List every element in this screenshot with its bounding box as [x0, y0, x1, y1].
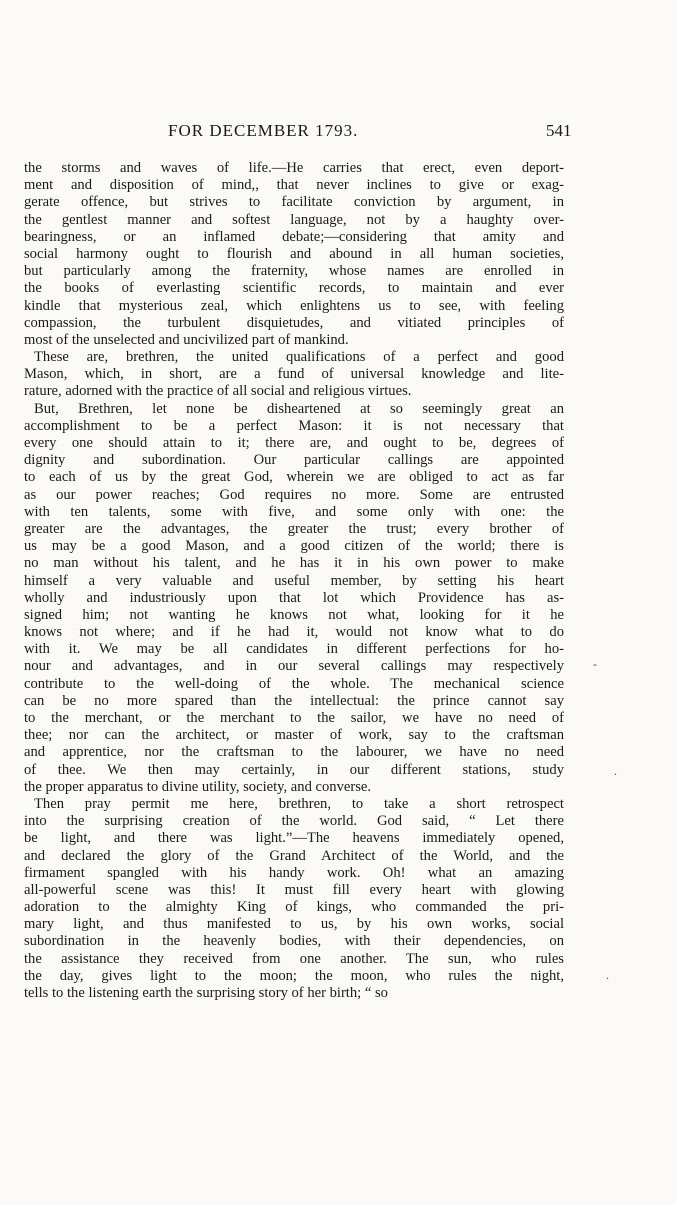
- text-line: greater are the advantages, the greater the trust; every brother of: [24, 520, 564, 537]
- text-line: with it. We may be all candidates in different perfections for ho-: [24, 641, 564, 658]
- text-line: gerate offence, but strives to facilitate conviction by argument, in: [24, 194, 564, 211]
- text-line: himself a very valuable and useful member, by setting his heart: [24, 572, 564, 589]
- margin-mark: .: [614, 764, 617, 778]
- text-line: signed him; not wanting he knows not what, looking for it he: [24, 606, 564, 623]
- text-line: most of the unselected and uncivilized part of mankind.: [24, 331, 349, 348]
- text-line: the day, gives light to the moon; the moon, who rules the night,: [24, 967, 564, 984]
- text-line: adoration to the almighty King of kings, who commanded the pri-: [24, 899, 564, 916]
- text-line: and apprentice, nor the craftsman to the labourer, we have no need: [24, 744, 564, 761]
- text-line: to the merchant, or the merchant to the sailor, we have no need of: [24, 710, 564, 726]
- paragraph: [24, 796, 564, 1002]
- page-header: [0, 121, 677, 145]
- text-line: the proper apparatus to divine utility, society, and converse.: [24, 778, 372, 795]
- text-line: tells to the listening earth the surprising story of her birth; “ so: [24, 985, 388, 1001]
- text-line: Mason, which, in short, are a fund of universal knowledge and lite-: [24, 366, 564, 383]
- body-text: [24, 160, 564, 1002]
- text-line: every one should attain to it; there are, and ought to be, degrees of: [24, 435, 564, 451]
- text-line: rature, adorned with the practice of all social and religious virtues.: [24, 383, 412, 400]
- text-line: Then pray permit me here, brethren, to take a short retrospect: [34, 795, 564, 812]
- text-line: firmament spangled with his handy work. Oh! what an amazing: [24, 864, 564, 881]
- running-title: FOR DECEMBER 1793.: [168, 121, 359, 140]
- margin-mark: .: [606, 968, 609, 982]
- text-line: bearingness, or an inflamed debate;—considering that amity and: [24, 228, 564, 245]
- margin-mark: -: [593, 657, 597, 671]
- text-line: wholly and industriously upon that lot which Providence has as-: [24, 589, 564, 606]
- paragraph: [24, 160, 564, 349]
- text-line: ment and disposition of mind,, that never inclines to give or exag-: [24, 177, 564, 194]
- text-line: social harmony ought to flourish and abound in all human societies,: [24, 245, 564, 262]
- paragraph: [24, 349, 564, 401]
- text-line: the storms and waves of life.—He carries that erect, even deport-: [24, 160, 564, 176]
- text-line: us may be a good Mason, and a good citizen of the world; there is: [24, 538, 564, 555]
- text-line: nour and advantages, and in our several callings may respectively: [24, 658, 564, 675]
- text-line: kindle that mysterious zeal, which enlightens us to see, with feeling: [24, 297, 564, 314]
- text-line: thee; nor can the architect, or master of work, say to the craftsman: [24, 727, 564, 744]
- text-line: to each of us by the great God, wherein we are obliged to act as far: [24, 469, 564, 486]
- text-line: contribute to the well-doing of the whole. The mechanical science: [24, 675, 564, 692]
- text-line: compassion, the turbulent disquietudes, and vitiated principles of: [24, 314, 564, 331]
- text-line: and declared the glory of the Grand Architect of the World, and the: [24, 847, 564, 864]
- text-line: But, Brethren, let none be disheartened at so seemingly great an: [34, 400, 564, 417]
- text-line: accomplishment to be a perfect Mason: it is not necessary that: [24, 417, 564, 434]
- text-line: the books of everlasting scientific records, to maintain and ever: [24, 280, 564, 297]
- text-line: be light, and there was light.”—The heavens immediately opened,: [24, 830, 564, 847]
- text-line: no man without his talent, and he has it in his own power to make: [24, 555, 564, 572]
- text-line: the gentlest manner and softest language, not by a haughty over-: [24, 211, 564, 228]
- text-line: into the surprising creation of the world. God said, “ Let there: [24, 813, 564, 830]
- text-line: mary light, and thus manifested to us, by his own works, social: [24, 916, 564, 933]
- text-line: but particularly among the fraternity, whose names are enrolled in: [24, 263, 564, 280]
- text-line: subordination in the heavenly bodies, with their dependencies, on: [24, 933, 564, 950]
- page-number: 541: [546, 121, 572, 140]
- text-line: all-powerful scene was this! It must fill every heart with glowing: [24, 881, 564, 898]
- text-line: with ten talents, some with five, and some only with one: the: [24, 503, 564, 520]
- text-line: of thee. We then may certainly, in our different stations, study: [24, 761, 564, 778]
- text-line: the assistance they received from one another. The sun, who rules: [24, 950, 564, 967]
- text-line: dignity and subordination. Our particular callings are appointed: [24, 452, 564, 469]
- text-line: can be no more spared than the intellectual: the prince cannot say: [24, 692, 564, 709]
- text-line: as our power reaches; God requires no more. Some are entrusted: [24, 486, 564, 503]
- text-line: knows not where; and if he had it, would not know what to do: [24, 624, 564, 641]
- text-line: These are, brethren, the united qualifications of a perfect and good: [34, 349, 564, 366]
- paragraph: [24, 401, 564, 796]
